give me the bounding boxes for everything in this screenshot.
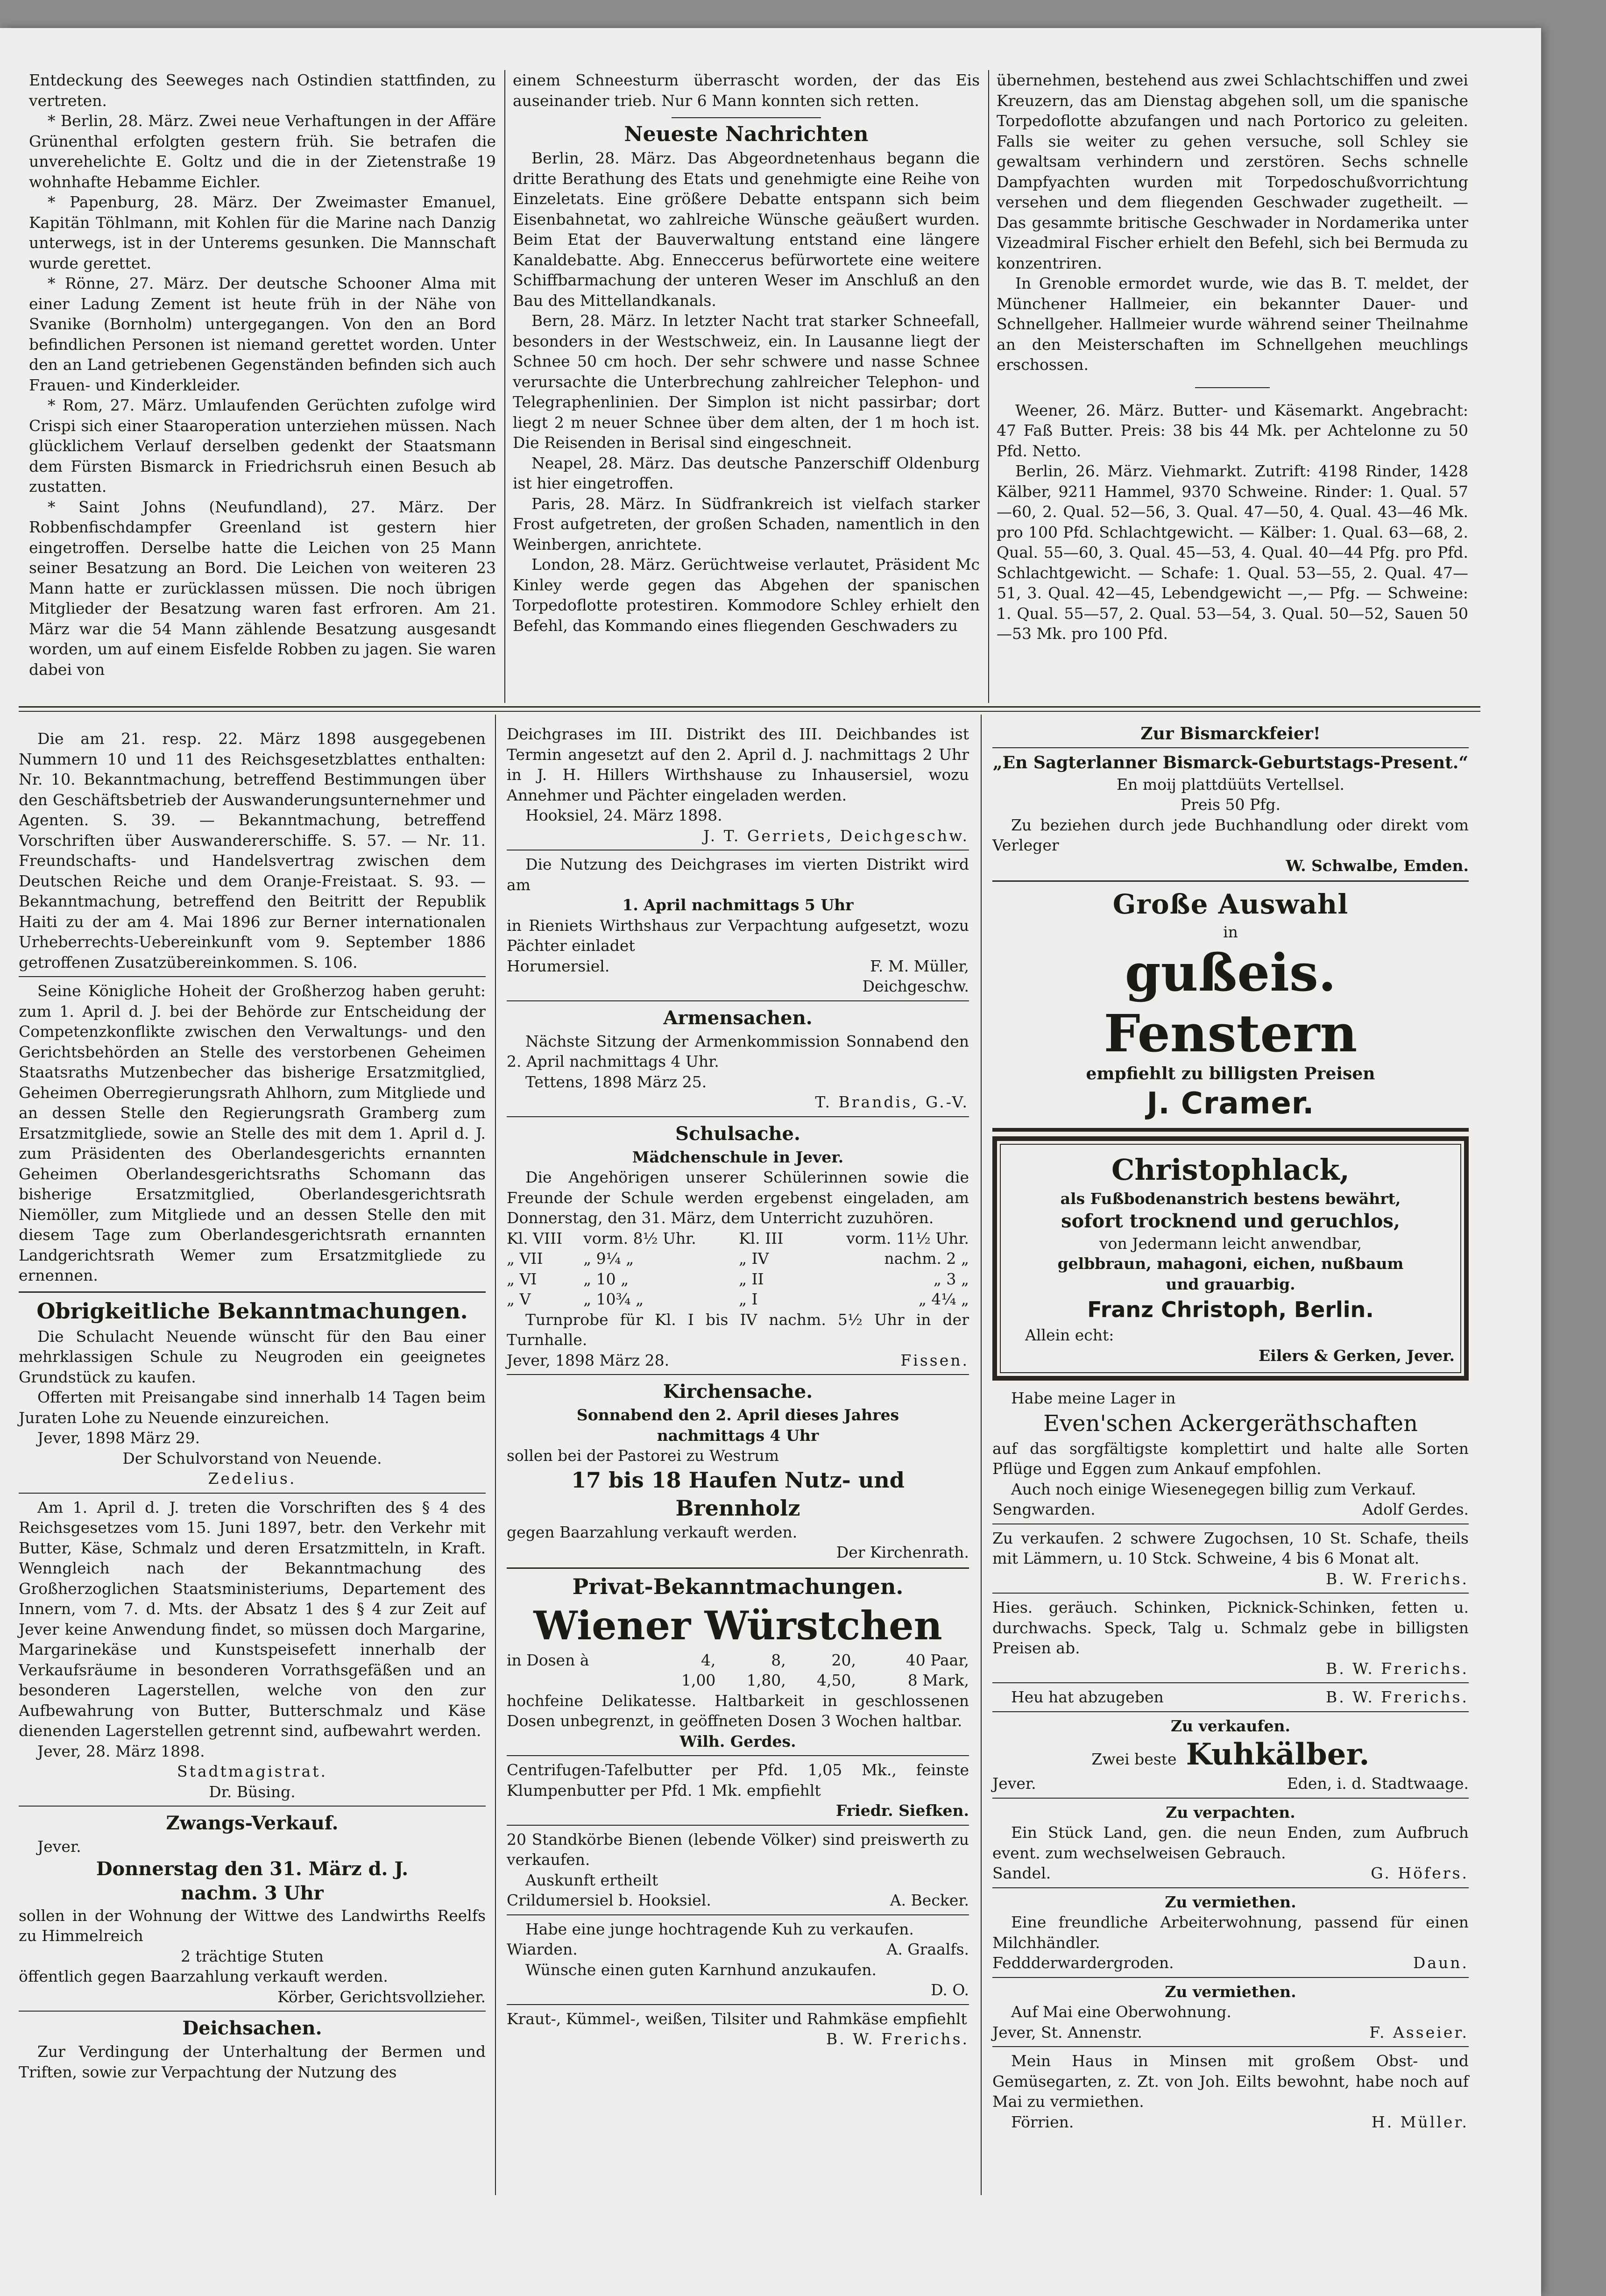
text: Nächste Sitzung der Armenkommission Sonnabend den 2. April nachmittags 4 Uhr.: [507, 1032, 969, 1070]
schedule-cell: „ IV: [738, 1249, 769, 1268]
price-cell: 40 Paar,: [906, 1651, 969, 1669]
text: 20 Standkörbe Bienen (lebende Völker) sind preiswerth zu verkaufen.: [507, 1830, 969, 1869]
schedule-row: [507, 1289, 969, 1310]
article: Entdeckung des Seeweges nach Ostindien stattfinden, zu vertreten.: [29, 71, 496, 110]
column-rule: [504, 70, 505, 703]
text: sollen bei der Pastorei zu Westrum: [507, 1446, 779, 1465]
signature: Friedr. Siefken.: [835, 1801, 969, 1820]
schedule-cell: „ V: [507, 1290, 531, 1308]
section-heading-poor: Armensachen.: [663, 1006, 813, 1029]
news-continued: übernehmen, bestehend aus zwei Schlachtschiffen und zwei Kreuzern, das am Dienstag abgehen soll, um die spanische Torpedoflotte abzufangen und nach Portorico zu geleiten. Falls sie weiter zu gehen versuche, soll Schley sie gewaltsam verhindern und zerstören. Sechs schnelle Dampfyachten wurden mit Torpedoschußvorrichtung versehen und dem fliegenden Geschwader zugetheilt. — Das gesammte britische Geschwader in Nordamerika unter Vizeadmiral Fischer erhielt den Befehl, sich bei Bermuda zu konzentriren.: [997, 71, 1468, 272]
notice-date: Jever, 1898 März 28.: [507, 1351, 670, 1369]
text: En moij plattdüüts Vertellsel.: [1117, 775, 1344, 794]
notice-butter-law: Am 1. April d. J. treten die Vorschriften des § 4 des Reichsgesetzes vom 15. Juni 1897, betr. den Verkehr mit Butter, Käse, Schmalz und deren Ersatzmitteln, in Kraft. Wenngleich nach der Bekanntmachung des Großherzoglichen Staatsministeriums, Departement des Innern, vom 7. d. Mts. der Absatz 1 des § 4 zur Zeit auf Jever keine Anwendung findet, so müssen doch Margarine, Margarinekäse und Kunstspeisefett innerhalb der Verkaufsräume in besonderen Vorrathsgefäßen und an besonderen Lagerstellen, welche von den zur Aufbewahrung von Butter, Butterschmalz und Käse dienenden Lagerstellen getrennt sind, aufbewahrt werden.: [19, 1498, 486, 1740]
price: Preis 50 Pfg.: [1180, 795, 1281, 814]
top-column-1: [29, 70, 496, 680]
text: Kraut-, Kümmel-, weißen, Tilsiter und Rahmkäse empfiehlt: [507, 2009, 967, 2028]
signature-row: [507, 1939, 969, 1960]
section-divider: [19, 711, 1480, 712]
schedule-cell: „ 3 „: [933, 1269, 969, 1288]
schedule-cell: „ 4¼ „: [918, 1290, 969, 1308]
schedule-cell: nachm. 2 „: [884, 1249, 969, 1268]
divider: [992, 1711, 1469, 1712]
text: Donnerstag den 31. März d. J.: [96, 1857, 409, 1880]
signature: A. Becker.: [890, 1891, 969, 1909]
divider: [992, 747, 1469, 748]
section-heading-news: Neueste Nachrichten: [624, 122, 869, 146]
text: Habe meine Lager in: [1011, 1389, 1176, 1407]
text: Heu hat abzugeben: [1011, 1688, 1164, 1706]
news-neapel: Neapel, 28. März. Das deutsche Panzerschiff Oldenburg ist hier eingetroffen.: [513, 454, 980, 492]
ad-title: Even'schen Ackergeräthschaften: [1043, 1410, 1418, 1437]
schedule-row: [507, 1228, 969, 1249]
text: 2 trächtige Stuten: [180, 1947, 324, 1965]
price-cell: 1,80,: [746, 1671, 786, 1689]
price-cell: 4,: [700, 1651, 716, 1669]
article-berlin: * Berlin, 28. März. Zwei neue Verhaftungen in der Affäre Grünenthal erfolgten gestern früh. Sie betrafen die unverehelichte E. Goltz und die in der Zietenstraße 19 wohnhafte Hebamme Eichler.: [29, 112, 496, 191]
text: Mein Haus in Minsen mit großem Obst- und Gemüsegarten, z. Zt. von Joh. Eilts bewohnt, habe noch auf Mai zu vermiethen.: [992, 2052, 1469, 2111]
text: und grauarbig.: [1166, 1275, 1295, 1293]
column-rule: [981, 715, 982, 2195]
text: Zur Verdingung der Unterhaltung der Bermen und Triften, sowie zur Verpachtung der Nutzung des: [19, 2042, 486, 2081]
signature: Fissen.: [900, 1351, 969, 1369]
text: 1. April nachmittags 5 Uhr: [622, 896, 854, 914]
price-cell: 20,: [831, 1651, 856, 1669]
schedule-cell: vorm. 8½ Uhr.: [583, 1229, 696, 1247]
text: Zwei beste: [1091, 1750, 1177, 1768]
price-table: [507, 1650, 969, 1691]
text: auf das sorgfältigste komplettirt und halte alle Sorten Pflüge und Eggen zum Ankauf empfohlen.: [992, 1439, 1469, 1478]
signature: G. Höfers.: [1371, 1864, 1469, 1882]
divider: [19, 1291, 486, 1293]
signature: F. M. Müller,: [870, 957, 969, 975]
divider: [507, 2004, 969, 2005]
subheading: Zu verpachten.: [1166, 1803, 1295, 1821]
signature: Körber, Gerichtsvollzieher.: [277, 1987, 486, 2006]
price-cell: 8,: [771, 1651, 786, 1669]
location: Horumersiel.: [507, 957, 610, 975]
price-row: [507, 1670, 969, 1691]
text: 17 bis 18 Haufen Nutz- und Brennholz: [571, 1467, 905, 1521]
signature: A. Graalfs.: [886, 1940, 969, 1958]
text: Die Nutzung des Deichgrases im vierten Distrikt wird am: [507, 855, 969, 894]
section-heading-private: Privat-Bekanntmachungen.: [572, 1573, 904, 1599]
text: Centrifugen-Tafelbutter per Pfd. 1,05 Mk., feinste Klumpenbutter per Pfd. 1 Mk. empfiehlt: [507, 1761, 969, 1800]
section-heading-dyke: Deichsachen.: [182, 2017, 322, 2039]
schedule-row: [507, 1248, 969, 1269]
text: öffentlich gegen Baarzahlung verkauft werden.: [19, 1967, 388, 1985]
divider: [19, 1806, 486, 1807]
top-column-3: [997, 70, 1468, 644]
schedule-cell: „ 10¾ „: [583, 1290, 644, 1308]
signature: Stadtmagistrat.: [177, 1762, 327, 1780]
schedule-row: [507, 1269, 969, 1290]
notice-reichsgesetzblatt: Die am 21. resp. 22. März 1898 ausgegebenen Nummern 10 und 11 des Reichsgesetzblattes enthalten: Nr. 10. Bekanntmachung, betreffend Bestimmungen über den Geschäftsbetrieb der Auswanderungsunternehmer und Agenten. S. 39. — Bekanntmachung, betreffend Vorschriften über Auswandererschiffe. S. 57. — Nr. 11. Freundschafts- und Handelsvertrag zwischen dem Deutschen Reiche und dem Oranje-Freistaat. S. 93. — Bekanntmachung, betreffend den Beitritt der Republik Haiti zu der am 4. Mai 1896 zur Berner internationalen Urheberrechts-Uebereinkunft vom 9. September 1886 getroffenen Zusatzübereinkommen. S. 106.: [19, 730, 486, 971]
schedule-cell: „ II: [738, 1269, 764, 1288]
location: Wiarden.: [507, 1940, 578, 1958]
signature: Deichgeschw.: [862, 977, 969, 995]
text: in: [1223, 923, 1238, 941]
newspaper-page: [0, 28, 1541, 2296]
signature: Eilers & Gerken, Jever.: [1259, 1346, 1455, 1365]
text: sofort trocknend und geruchlos,: [1061, 1210, 1400, 1232]
divider: [672, 117, 821, 118]
signature-row: [507, 956, 969, 977]
schedule-cell: „ 9¼ „: [583, 1249, 634, 1268]
signature: W. Schwalbe, Emden.: [1286, 856, 1469, 875]
divider: [19, 2011, 486, 2012]
text: nachm. 3 Uhr: [181, 1882, 324, 1904]
section-divider: [19, 706, 1480, 708]
signature: Dr. Büsing.: [209, 1782, 296, 1801]
price-cell: 4,50,: [817, 1671, 856, 1689]
divider: [992, 2046, 1469, 2047]
text: von Jedermann leicht anwendbar,: [1099, 1234, 1362, 1253]
schedule-cell: „ VI: [507, 1269, 537, 1288]
text: Zu verkaufen. 2 schwere Zugochsen, 10 St. Schafe, theils mit Lämmern, u. 10 Stck. Schweine, 4 bis 6 Monat alt.: [992, 1529, 1469, 1567]
divider: [992, 880, 1469, 882]
divider: [507, 1755, 969, 1756]
location: Sengwarden.: [992, 1500, 1096, 1518]
price-cell: 1,00: [681, 1671, 716, 1689]
article-continued: einem Schneesturm überrascht worden, der das Eis auseinander trieb. Nur 6 Mann konnten sich retten.: [513, 71, 980, 110]
divider: [507, 1000, 969, 1001]
column-rule: [495, 715, 496, 2195]
divider: [19, 976, 486, 977]
text: Allein echt:: [1025, 1326, 1114, 1344]
text: empfiehlt zu billigsten Preisen: [1086, 1063, 1375, 1084]
signature: Daun.: [1413, 1954, 1469, 1972]
signature-row: [992, 2112, 1469, 2133]
schedule-cell: vorm. 11½ Uhr.: [846, 1229, 969, 1247]
signature: Adolf Gerdes.: [1362, 1500, 1469, 1518]
text: Wünsche einen guten Karnhund anzukaufen.: [525, 1960, 877, 1979]
divider: [992, 1798, 1469, 1799]
text: Hies. geräuch. Schinken, Picknick-Schinken, fetten u. durchwachs. Speck, Talg u. Schmalz gebe in billigsten Preisen ab.: [992, 1598, 1469, 1657]
notice-date: Jever, 28. März 1898.: [37, 1742, 205, 1760]
signature: B. W. Frerichs.: [826, 2030, 969, 2048]
market-weener: Weener, 26. März. Butter- und Käsemarkt. Angebracht: 47 Faß Butter. Preis: 38 bis 44 Mk. per Achtelonne zu 50 Pfd. Netto.: [997, 401, 1468, 460]
middle-column: [507, 724, 969, 2049]
market-berlin: Berlin, 26. März. Viehmarkt. Zutrift: 4198 Rinder, 1428 Kälber, 9211 Hammel, 9370 Schweine. Rinder: 1. Qual. 57—60, 2. Qual. 52—56, 3. Qual. 47—50, 4. Qual. 43—46 Mk. pro 100 Pfd. Schlachtgewicht. — Kälber: 1. Qual. 63—68, 2. Qual. 55—60, 3. Qual. 45—53, 4. Qual. 40—44 Pfg. pro Pfd. Schlachtgewicht. — Schafe: 1. Qual. 53—55, 2. Qual. 47—51, 3. Qual. 42—45, Lebendgewicht —,— Pfg. — Schweine: 1. Qual. 55—57, 2. Qual. 53—54, 3. Qual. 50—52, Sauen 50—53 Mk. pro 100 Pfd.: [997, 462, 1468, 643]
news-paris: Paris, 28. März. In Südfrankreich ist vielfach starker Frost aufgetreten, der großen Schaden, namentlich in den Weinbergen, anrichtete.: [513, 494, 980, 553]
location: Sandel.: [992, 1864, 1051, 1882]
divider: [1195, 387, 1270, 388]
text: in Rieniets Wirthshaus zur Verpachtung aufgesetzt, wozu Pächter einladet: [507, 916, 969, 955]
signature-row: [992, 1953, 1469, 1973]
text: gegen Baarzahlung verkauft werden.: [507, 1523, 798, 1541]
ad-heading: Zur Bismarckfeier!: [1140, 724, 1321, 744]
left-column: [19, 729, 486, 2082]
ad-title: Wiener Würstchen: [533, 1602, 942, 1649]
divider: [507, 1825, 969, 1826]
location: Förrien.: [1011, 2112, 1074, 2131]
text: Auch noch einige Wiesenegegen billig zum Verkauf.: [1011, 1480, 1416, 1498]
divider: [507, 1567, 969, 1569]
news-grenoble: In Grenoble ermordet wurde, wie das B. T. meldet, der Münchener Hallmeier, ein bekannter Dauer- und Schnellgeher. Hallmeier wurde während seiner Theilnahme an den Meisterschaften im Schnellgehen meuchlings erschossen.: [997, 274, 1468, 374]
notice-date: Tettens, 1898 März 25.: [525, 1072, 707, 1091]
signature: B. W. Frerichs.: [1325, 1688, 1469, 1706]
text: Deichgrases im III. Distrikt des III. Deichbandes ist Termin angesetzt auf den 2. April d. J. nachmittags 2 Uhr in J. H. Hillers Wirthshause zu Inhausersiel, wozu Annehmer und Pächter eingeladen werden.: [507, 725, 969, 804]
subheading: Zu verkaufen.: [1170, 1716, 1291, 1735]
signature: B. W. Frerichs.: [1325, 1659, 1469, 1678]
text: Ein Stück Land, gen. die neun Enden, zum Aufbruch event. zum wechselweisen Gebrauch.: [992, 1823, 1469, 1862]
text: gelbbraun, mahagoni, eichen, nußbaum: [1057, 1254, 1404, 1273]
text: Auskunft ertheilt: [525, 1871, 658, 1889]
news-london: London, 28. März. Gerüchtweise verlautet, Präsident Mc Kinley werde gegen das Abgehen der spanischen Torpedoflotte protestiren. Kommodore Schley erhielt den Befehl, das Kommando eines fliegenden Geschwaders zu: [513, 555, 980, 635]
notice-date: Hooksiel, 24. März 1898.: [525, 806, 722, 824]
section-heading-school: Schulsache.: [675, 1122, 800, 1145]
signature: Wilh. Gerdes.: [679, 1732, 796, 1750]
notice-date: Jever, 1898 März 29.: [37, 1429, 200, 1447]
signature: B. W. Frerichs.: [1325, 1569, 1469, 1588]
signature-row: [507, 1890, 969, 1911]
price-row: [507, 1650, 969, 1671]
news-bern: Bern, 28. März. In letzter Nacht trat starker Schneefall, besonders in der Westschweiz, ein. In Lausanne liegt der Schnee 50 cm hoch. Der sehr schwere und nasse Schnee verursachte die Unterbrechung zahlreicher Telephon- und Telegraphenlinien. Der Simplon ist nicht passirbar; dort liegt 2 m neuer Schnee über dem alten, der 1 m hoch ist. Die Reisenden in Berisal sind eingeschneit.: [513, 312, 980, 452]
article-papenburg: * Papenburg, 28. März. Der Zweimaster Emanuel, Kapitän Töhlmann, mit Kohlen für die Marine nach Danzig unterwegs, ist in der Unterems gesunken. Die Mannschaft wurde gerettet.: [29, 193, 496, 272]
text: Die Angehörigen unserer Schülerinnen sowie die Freunde der Schule werden ergebenst eingeladen, am Donnerstag, den 31. März, dem Unterricht zuzuhören.: [507, 1168, 969, 1227]
subheading: Mädchenschule in Jever.: [632, 1148, 844, 1166]
text: Jever.: [37, 1837, 81, 1856]
price-cell: 8 Mark,: [907, 1671, 969, 1689]
schedule-cell: Kl. III: [738, 1229, 784, 1247]
divider: [507, 1374, 969, 1375]
text: Sonnabend den 2. April dieses Jahres: [576, 1406, 899, 1424]
signature-row: [992, 1499, 1469, 1520]
signature-row: [992, 2022, 1469, 2043]
ad-signature: Franz Christoph, Berlin.: [1087, 1297, 1374, 1322]
ad-title: Christophlack,: [1111, 1153, 1350, 1187]
signature-row: [992, 1773, 1469, 1794]
schedule-cell: „ I: [738, 1290, 758, 1308]
signature: H. Müller.: [1371, 2112, 1469, 2131]
ad-box-christophlack: [992, 1136, 1469, 1381]
ad-row: [992, 1736, 1469, 1773]
ad-title: Große Auswahl: [1112, 888, 1349, 920]
section-heading-church: Kirchensache.: [663, 1381, 813, 1403]
subheading: Zu vermiethen.: [1165, 1982, 1296, 2001]
location: Jever.: [992, 1774, 1036, 1793]
price-cell: [507, 1670, 654, 1691]
text: sollen in der Wohnung der Wittwe des Landwirths Reelfs zu Himmelreich: [19, 1906, 486, 1945]
divider: [507, 1914, 969, 1915]
notice-grossherzog: Seine Königliche Hoheit der Großherzog haben geruht: zum 1. April d. J. bei der Behörde zur Entscheidung der Competenzkonflikte zwischen den Verwaltungs- und den Gerichtsbehörden an Stelle des verstorbenen Geheimen Staatsraths Mutzenbecher das bisherige Ersatzmitglied, Geheimen Oberregierungsrath Ahlhorn, zum Mitgliede und an dessen Stelle den Regierungsrath Gramberg zum Ersatzmitgliede, sowie an Stelle des mit dem 1. April d. J. zum Präsidenten des Oberlandesgerichts ernannten Geheimen Oberlandesgerichtsraths Schomann das bisherige Ersatzmitglied, Oberlandesgerichtsrath Niemöller, zum Mitgliede und an dessen Stelle den mit diesem Tage zum Oberlandesgerichtsrath ernannten Landgerichtsrath Wemer zum Ersatzmitgliede zu ernennen.: [19, 982, 486, 1284]
location: Feddderwardergroden.: [992, 1954, 1174, 1972]
subheading: Zu vermiethen.: [1165, 1892, 1296, 1911]
notice-school: Die Schulacht Neuende wünscht für den Bau einer mehrklassigen Schule zu Neugroden ein geeignetes Grundstück zu kaufen.: [19, 1327, 486, 1386]
article-roenne: * Rönne, 27. März. Der deutsche Schooner Alma mit einer Ladung Zement ist heute früh in der Nähe von Svanike (Bornholm) untergegangen. Von den an Bord befindlichen Personen ist niemand gerettet worden. Unter den an Land getriebenen Gegenständen befinden sich auch Frauen- und Kinderkleider.: [29, 274, 496, 394]
signature-row: [992, 1687, 1469, 1708]
news-berlin: Berlin, 28. März. Das Abgeordnetenhaus begann die dritte Berathung des Etats und genehmigte eine Reihe von Einzeletats. Eine größere Debatte entspann sich beim Eisenbahnetat, wo zahlreiche Wünsche geäußert wurden. Beim Etat der Bauverwaltung entstand eine längere Kanaldebatte. Abg. Enneccerus befürwortete eine weitere Schiffbarmachung der unteren Weser im Anschluß an den Bau des Mittellandkanals.: [513, 149, 980, 310]
text: nachmittags 4 Uhr: [657, 1426, 819, 1445]
schedule-cell: Kl. VIII: [507, 1229, 563, 1247]
right-column: [992, 724, 1469, 2132]
signature: T. Brandis, G.-V.: [815, 1093, 969, 1111]
ad-signature: J. Cramer.: [1146, 1086, 1315, 1121]
location: Jever, St. Annenstr.: [992, 2023, 1142, 2041]
divider: [992, 1682, 1469, 1683]
divider: [507, 1116, 969, 1117]
schedule-table: [507, 1228, 969, 1310]
text: Habe eine junge hochtragende Kuh zu verkaufen.: [525, 1920, 914, 1938]
location: Crildumersiel b. Hooksiel.: [507, 1891, 711, 1909]
notice-school-offers: Offerten mit Preisangabe sind innerhalb 14 Tagen beim Juraten Lohe zu Neuende einzureichen.: [19, 1388, 486, 1427]
signature: F. Asseier.: [1369, 2023, 1469, 2041]
signature: Der Kirchenrath.: [836, 1543, 969, 1561]
divider: [992, 1887, 1469, 1888]
text: Turnprobe für Kl. I bis IV nachm. 5½ Uhr in der Turnhalle.: [507, 1310, 969, 1349]
text: Eine freundliche Arbeiterwohnung, passend für einen Milchhändler.: [992, 1913, 1469, 1952]
article-rom: * Rom, 27. März. Umlaufenden Gerüchten zufolge wird Crispi sich einer Staaroperation unterziehen müssen. Nach glücklichem Verlauf derselben gedenkt der Staatsmann dem Fürsten Bismarck in Friedrichsruh einen Besuch ab zustatten.: [29, 396, 496, 496]
divider: [19, 1493, 486, 1494]
schedule-cell: „ VII: [507, 1249, 543, 1268]
section-heading-official: Obrigkeitliche Bekanntmachungen.: [36, 1298, 468, 1324]
signature-row: [507, 1350, 969, 1371]
signature: J. T. Gerriets, Deichgeschw.: [703, 826, 969, 845]
top-column-2: [513, 70, 980, 636]
text: hochfeine Delikatesse. Haltbarkeit in geschlossenen Dosen unbegrenzt, in geöffneten Dosen 3 Wochen haltbar.: [507, 1691, 969, 1730]
divider: [992, 1593, 1469, 1594]
section-heading-forced-sale: Zwangs-Verkauf.: [166, 1812, 339, 1834]
signature-row: [992, 1863, 1469, 1884]
divider: [992, 1128, 1469, 1132]
divider: [992, 1977, 1469, 1978]
column-rule: [988, 70, 989, 703]
schedule-cell: „ 10 „: [583, 1269, 629, 1288]
signature: Eden, i. d. Stadtwaage.: [1287, 1774, 1469, 1793]
text: Auf Mai eine Oberwohnung.: [1011, 2003, 1231, 2021]
price-cell: in Dosen à: [507, 1651, 589, 1669]
signature: Zedelius.: [208, 1469, 297, 1488]
ad-title: gußeis. Fenstern: [1104, 942, 1358, 1063]
text: Zu beziehen durch jede Buchhandlung oder direkt vom Verleger: [992, 815, 1469, 854]
article-saint-johns: * Saint Johns (Neufundland), 27. März. Der Robbenfischdampfer Greenland ist gestern hier eingetroffen. Derselbe hatte die Leichen von 25 Mann seiner Besatzung an Bord. Die Leichen von weiteren 23 Mann hatte er zurücklassen müssen. Die noch übrigen Mitglieder der Besatzung waren fast erfroren. Am 21. März war die 54 Mann zählende Besatzung ausgesandt worden, um auf einem Eisfelde Robben zu jagen. Sie waren dabei von: [29, 497, 496, 679]
ad-title: „En Sagterlanner Bismarck-Geburtstags-Present.“: [992, 752, 1469, 772]
signature: Der Schulvorstand von Neuende.: [122, 1449, 382, 1467]
signature: D. O.: [931, 1981, 969, 1999]
ad-title: Kuhkälber.: [1186, 1737, 1370, 1772]
text: als Fußbodenanstrich bestens bewährt,: [1060, 1190, 1401, 1208]
